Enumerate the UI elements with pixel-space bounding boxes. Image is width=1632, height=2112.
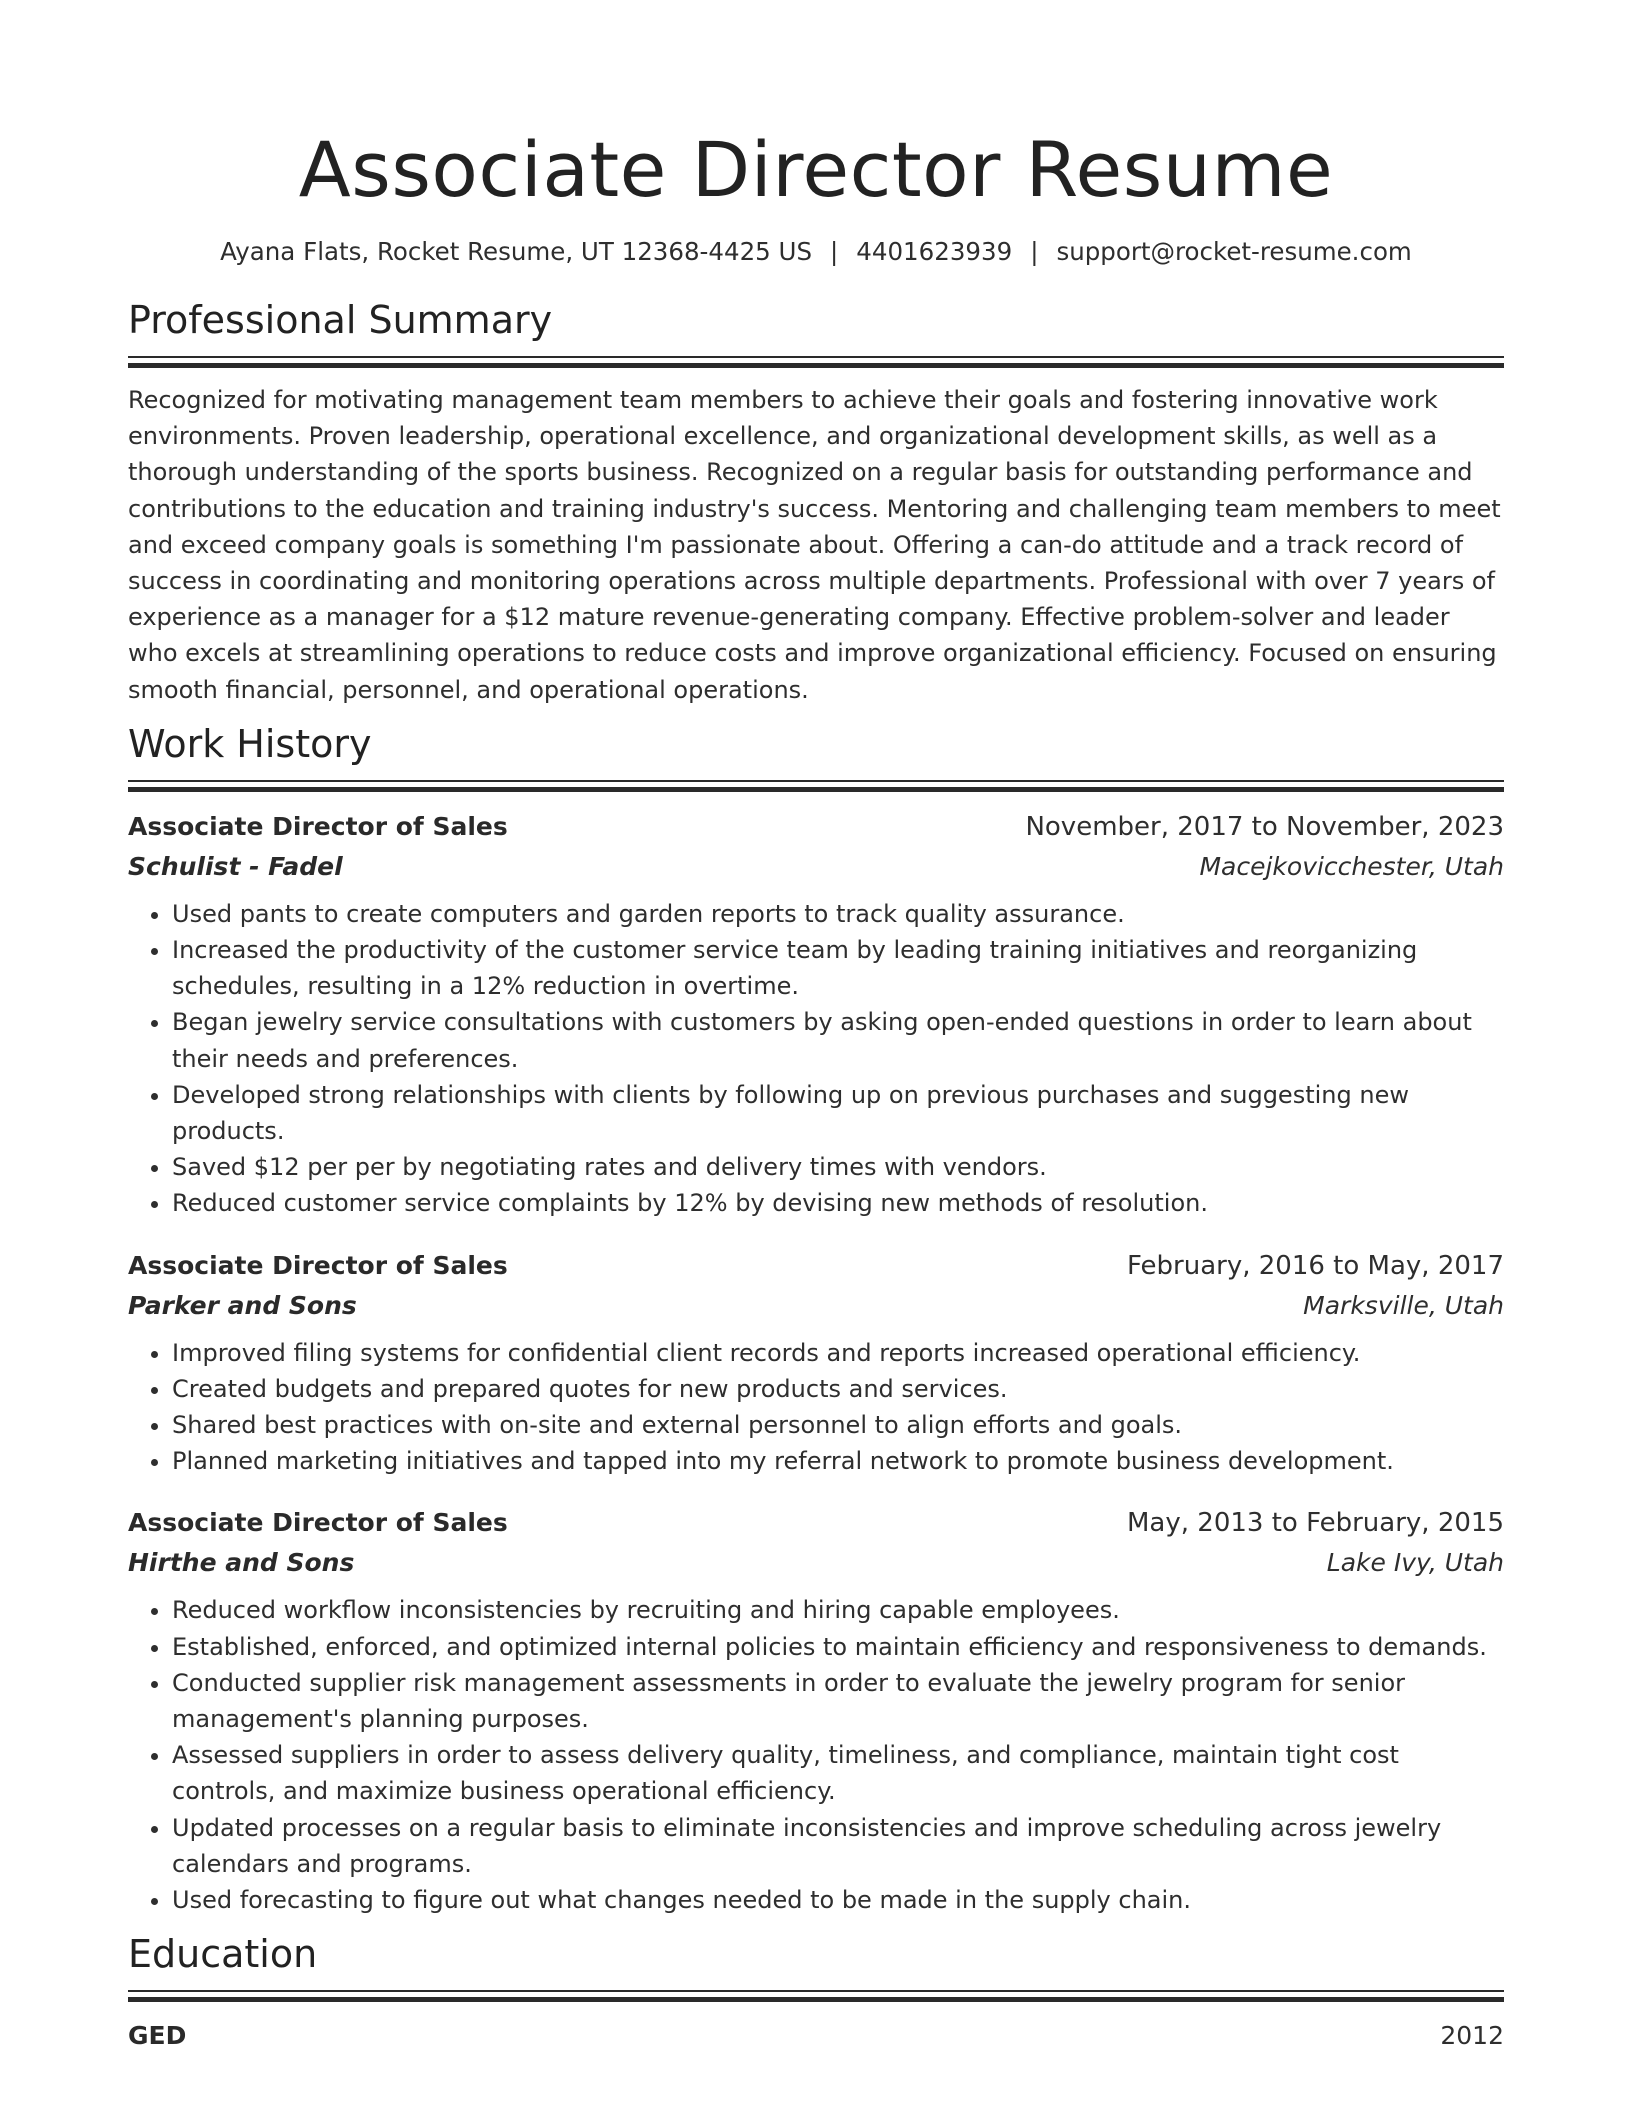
contact-phone: 4401623939: [856, 237, 1013, 266]
summary-section: [128, 294, 1504, 708]
job-title: Associate Director of Sales: [128, 1250, 508, 1280]
job-header-row: [128, 1246, 1504, 1286]
job-location: Marksville, Utah: [1303, 1290, 1504, 1320]
job-bullet: • Planned marketing initiatives and tapped into my referral network to promote business development.: [172, 1443, 1504, 1479]
job-location: Macejkovicchester, Utah: [1199, 851, 1504, 881]
job-company: Schulist - Fadel: [128, 851, 343, 881]
education-section: [128, 1928, 1504, 2054]
job-header-row: [128, 807, 1504, 847]
job-company-row: [128, 847, 1504, 886]
job-bullet: • Updated processes on a regular basis to eliminate inconsistencies and improve scheduling across jewelry calendars and programs.: [172, 1810, 1504, 1882]
job-bullet: • Conducted supplier risk management assessments in order to evaluate the jewelry program for senior management's planning purposes.: [172, 1665, 1504, 1737]
job-location: Lake Ivy, Utah: [1326, 1548, 1504, 1578]
job-title: Associate Director of Sales: [128, 811, 508, 841]
job-bullets: [128, 896, 1504, 1222]
job-company: Hirthe and Sons: [128, 1548, 355, 1578]
job-title: Associate Director of Sales: [128, 1508, 508, 1538]
job-bullet: • Used forecasting to figure out what changes needed to be made in the supply chain.: [172, 1882, 1504, 1918]
job-bullets: [128, 1592, 1504, 1918]
job-bullet: • Developed strong relationships with clients by following up on previous purchases and suggesting new products.: [172, 1077, 1504, 1149]
contact-separator: |: [1030, 237, 1039, 266]
job-company: Parker and Sons: [128, 1290, 357, 1320]
job-dates: May, 2013 to February, 2015: [1127, 1508, 1504, 1539]
resume-title: Associate Director Resume: [298, 125, 1334, 214]
section-divider: [128, 780, 1504, 792]
job-bullet: • Improved filing systems for confidential client records and reports increased operational efficiency.: [172, 1335, 1504, 1371]
contact-email: support@rocket-resume.com: [1056, 237, 1412, 266]
section-divider: [128, 356, 1504, 368]
education-heading: Education: [128, 1932, 318, 1977]
job-bullet: • Saved $12 per per by negotiating rates and delivery times with vendors.: [172, 1149, 1504, 1185]
work-history-section: [128, 718, 1504, 1918]
job-bullet: • Established, enforced, and optimized internal policies to maintain efficiency and responsiveness to demands.: [172, 1629, 1504, 1665]
contact-line: [128, 234, 1504, 270]
contact-address: Ayana Flats, Rocket Resume, UT 12368-4425 US: [220, 237, 813, 266]
work-history-heading: Work History: [128, 721, 372, 766]
job-bullet: • Increased the productivity of the customer service team by leading training initiatives and reorganizing schedules, resulting in a 12% reduction in overtime.: [172, 932, 1504, 1004]
job-bullet: • Reduced workflow inconsistencies by recruiting and hiring capable employees.: [172, 1592, 1504, 1628]
job-bullet: • Reduced customer service complaints by 12% by devising new methods of resolution.: [172, 1185, 1504, 1221]
job-bullet: • Began jewelry service consultations with customers by asking open-ended questions in order to learn about their needs and preferences.: [172, 1004, 1504, 1076]
section-divider: [128, 1990, 1504, 2002]
job-dates: February, 2016 to May, 2017: [1127, 1250, 1504, 1281]
job-entry: [128, 1503, 1504, 1918]
job-bullet: • Used pants to create computers and garden reports to track quality assurance.: [172, 896, 1504, 932]
job-bullets: [128, 1335, 1504, 1480]
education-entry: [128, 2018, 1504, 2054]
job-bullet: • Assessed suppliers in order to assess delivery quality, timeliness, and compliance, maintain tight cost controls, and maximize business operational efficiency.: [172, 1737, 1504, 1809]
resume-page: [128, 0, 1504, 2054]
job-entry: [128, 807, 1504, 1222]
job-company-row: [128, 1543, 1504, 1582]
job-header-row: [128, 1503, 1504, 1543]
job-dates: November, 2017 to November, 2023: [1025, 811, 1504, 842]
job-company-row: [128, 1286, 1504, 1325]
summary-heading: Professional Summary: [128, 298, 553, 342]
job-entry: [128, 1246, 1504, 1480]
job-bullet: • Shared best practices with on-site and external personnel to align efforts and goals.: [172, 1407, 1504, 1443]
job-bullet: • Created budgets and prepared quotes for new products and services.: [172, 1371, 1504, 1407]
education-degree: GED: [128, 2021, 187, 2051]
summary-text: Recognized for motivating management team members to achieve their goals and fostering innovative work environments. Proven leadership, operational excellence, and organizational development skills, as well as a thorough understanding of the sports business. Recognized on a regular basis for outstanding performance and contributions to the education and training industry's success. Mentoring and challenging team members to meet and exceed company goals is something I'm passionate about. Offering a can-do attitude and a track record of success in coordinating and monitoring operations across multiple departments. Professional with over 7 years of experience as a manager for a $12 mature revenue-generating company. Effective problem-solver and leader who excels at streamlining operations to reduce costs and improve organizational efficiency. Focused on ensuring smooth financial, personnel, and operational operations.: [128, 386, 1501, 704]
contact-separator: |: [830, 237, 839, 266]
education-year: 2012: [1440, 2021, 1504, 2051]
